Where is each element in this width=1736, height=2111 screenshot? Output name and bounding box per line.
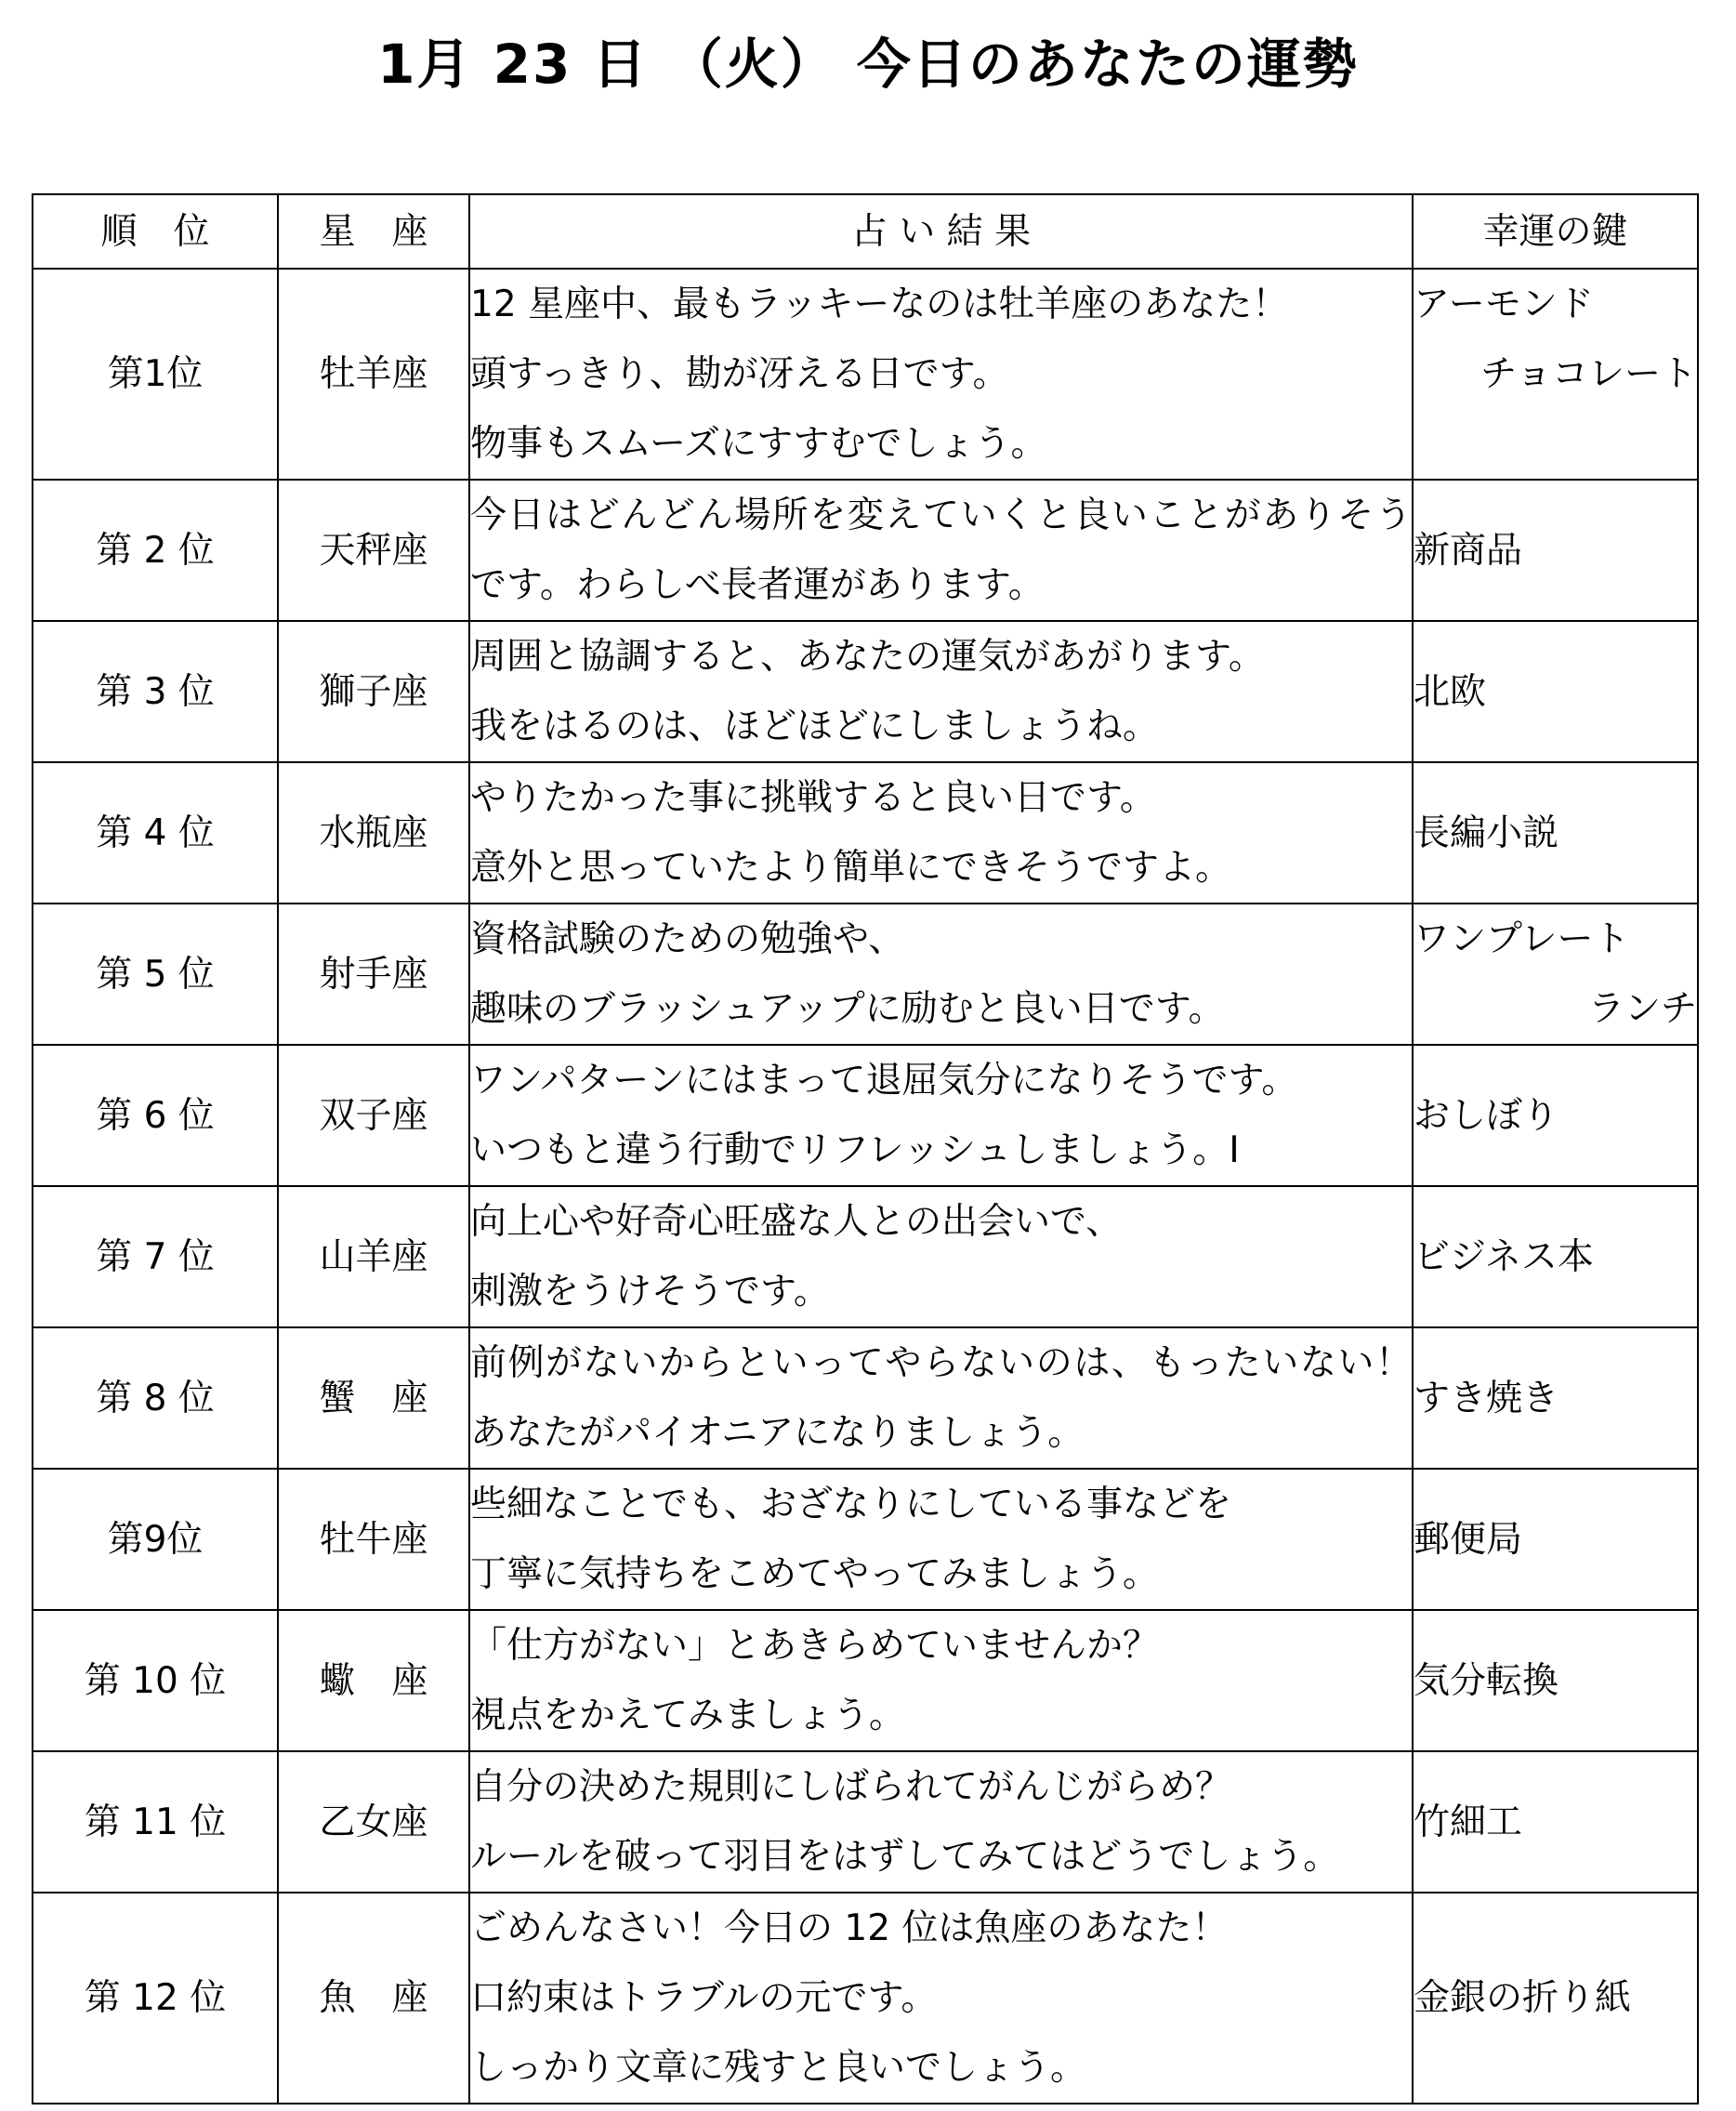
result-cell bbox=[469, 1186, 1413, 1327]
header-sign: 星 座 bbox=[278, 194, 469, 269]
table-row bbox=[33, 621, 1698, 762]
page-title: 1月 23 日 （火） 今日のあなたの運勢 bbox=[377, 33, 1359, 96]
table-row bbox=[33, 480, 1698, 621]
result-line: しっかり文章に残すと良いでしょう。 bbox=[470, 2047, 1087, 2089]
rank-cell: 第 7 位 bbox=[33, 1186, 278, 1327]
result-line: 視点をかえてみましょう。 bbox=[470, 1695, 906, 1736]
table-row bbox=[33, 1045, 1698, 1186]
result-line: 頭すっきり、勘が冴える日です。 bbox=[470, 353, 1009, 395]
key-cell bbox=[1413, 1610, 1698, 1751]
rank-cell: 第 2 位 bbox=[33, 480, 278, 621]
result-cell bbox=[469, 1045, 1413, 1186]
key-line: 竹細工 bbox=[1414, 1801, 1523, 1843]
result-cell bbox=[469, 1610, 1413, 1751]
rank-cell: 第1位 bbox=[33, 269, 278, 480]
result-line: 資格試験のための勉強や、 bbox=[470, 918, 905, 960]
rank-cell: 第 8 位 bbox=[33, 1327, 278, 1469]
key-line: ビジネス本 bbox=[1414, 1235, 1594, 1278]
result-cell bbox=[469, 480, 1413, 621]
key-line: すき焼き bbox=[1414, 1377, 1559, 1419]
rank-cell: 第 5 位 bbox=[33, 904, 278, 1045]
result-line: 物事もスムーズにすすむでしょう。 bbox=[470, 423, 1047, 465]
sign-cell: 天秤座 bbox=[278, 480, 469, 621]
table-row bbox=[33, 1469, 1698, 1610]
sign-cell: 射手座 bbox=[278, 904, 469, 1045]
key-cell bbox=[1413, 621, 1698, 762]
sign-cell: 乙女座 bbox=[278, 1751, 469, 1893]
result-line: 前例がないからといってやらないのは、もったいない！あなたがパイオニアになりましょう。 bbox=[470, 1342, 1412, 1454]
table-row bbox=[33, 1893, 1698, 2104]
key-cell bbox=[1413, 1751, 1698, 1893]
result-line: 周囲と協調すると、あなたの運気があがります。 bbox=[470, 636, 1265, 678]
table-row bbox=[33, 904, 1698, 1045]
key-cell bbox=[1413, 1893, 1698, 2104]
result-line: 丁寧に気持ちをこめてやってみましょう。 bbox=[470, 1553, 1160, 1595]
header-result: 占 い 結 果 bbox=[469, 194, 1413, 269]
result-line: ルールを破って羽目をはずしてみてはどうでしょう。 bbox=[470, 1836, 1340, 1878]
result-line: ワンパターンにはまって退屈気分になりそうです。 bbox=[470, 1060, 1298, 1102]
result-cell bbox=[469, 762, 1413, 904]
table-row bbox=[33, 1327, 1698, 1469]
table-row bbox=[33, 1186, 1698, 1327]
key-line: アーモンド bbox=[1414, 284, 1594, 325]
key-line: 北欧 bbox=[1414, 670, 1487, 713]
key-cell bbox=[1413, 1469, 1698, 1610]
result-cell bbox=[469, 1893, 1413, 2104]
fortune-table bbox=[32, 193, 1699, 2104]
sign-cell: 獅子座 bbox=[278, 621, 469, 762]
key-line: ワンプレート bbox=[1414, 918, 1630, 960]
key-cell bbox=[1413, 762, 1698, 904]
table-row bbox=[33, 269, 1698, 480]
result-line: 口約束はトラブルの元です。 bbox=[470, 1977, 938, 2019]
key-cell bbox=[1413, 904, 1698, 1045]
key-cell bbox=[1413, 269, 1698, 480]
result-line: 刺激をうけそうです。 bbox=[470, 1271, 830, 1313]
key-line: 郵便局 bbox=[1414, 1518, 1523, 1561]
key-line: ランチ bbox=[1587, 988, 1697, 1030]
sign-cell: 魚 座 bbox=[278, 1893, 469, 2104]
rank-cell: 第9位 bbox=[33, 1469, 278, 1610]
key-cell bbox=[1413, 1186, 1698, 1327]
result-line: 些細なことでも、おざなりにしている事などを bbox=[470, 1484, 1232, 1525]
result-cell bbox=[469, 1751, 1413, 1893]
result-cell bbox=[469, 1469, 1413, 1610]
rank-cell: 第 6 位 bbox=[33, 1045, 278, 1186]
result-line: 向上心や好奇心旺盛な人との出会いで、 bbox=[470, 1201, 1123, 1243]
table-row bbox=[33, 762, 1698, 904]
result-line: いつもと違う行動でリフレッシュしましょう。I bbox=[470, 1129, 1240, 1171]
rank-cell: 第 10 位 bbox=[33, 1610, 278, 1751]
sign-cell: 水瓶座 bbox=[278, 762, 469, 904]
result-line: 趣味のブラッシュアップに励むと良い日です。 bbox=[470, 988, 1225, 1030]
result-line: 自分の決めた規則にしばられてがんじがらめ？ bbox=[470, 1766, 1232, 1808]
sign-cell: 蠍 座 bbox=[278, 1610, 469, 1751]
result-line: 「仕方がない」とあきらめていませんか？ bbox=[470, 1625, 1160, 1667]
result-line: 12 星座中、最もラッキーなのは牡羊座のあなた！ bbox=[470, 284, 1289, 325]
key-line: おしぼり bbox=[1414, 1094, 1559, 1137]
result-line: 今日はどんどん場所を変えていくと良いことがありそうです。わらしべ長者運があります。 bbox=[470, 495, 1412, 606]
rank-cell: 第 12 位 bbox=[33, 1893, 278, 2104]
result-cell bbox=[469, 904, 1413, 1045]
sign-cell: 山羊座 bbox=[278, 1186, 469, 1327]
key-line: 気分転換 bbox=[1414, 1659, 1559, 1702]
result-line: 我をはるのは、ほどほどにしましょうね。 bbox=[470, 706, 1160, 747]
key-cell bbox=[1413, 1327, 1698, 1469]
key-line: 新商品 bbox=[1414, 529, 1523, 572]
result-cell bbox=[469, 621, 1413, 762]
sign-cell: 牡羊座 bbox=[278, 269, 469, 480]
key-cell bbox=[1413, 1045, 1698, 1186]
header-rank: 順 位 bbox=[33, 194, 278, 269]
table-row bbox=[33, 1610, 1698, 1751]
key-line: 金銀の折り紙 bbox=[1414, 1977, 1632, 2019]
header-key: 幸運の鍵 bbox=[1413, 194, 1698, 269]
table-header-row bbox=[33, 194, 1698, 269]
rank-cell: 第 4 位 bbox=[33, 762, 278, 904]
sign-cell: 双子座 bbox=[278, 1045, 469, 1186]
sign-cell: 蟹 座 bbox=[278, 1327, 469, 1469]
rank-cell: 第 11 位 bbox=[33, 1751, 278, 1893]
key-line: 長編小説 bbox=[1414, 811, 1559, 854]
result-line: ごめんなさい！今日の 12 位は魚座のあなた！ bbox=[470, 1907, 1229, 1949]
table-row bbox=[33, 1751, 1698, 1893]
sign-cell: 牡牛座 bbox=[278, 1469, 469, 1610]
result-line: 意外と思っていたより簡単にできそうですよ。 bbox=[470, 847, 1232, 889]
key-cell bbox=[1413, 480, 1698, 621]
result-line: やりたかった事に挑戦すると良い日です。 bbox=[470, 777, 1156, 819]
result-cell bbox=[469, 1327, 1413, 1469]
key-line: チョコレート bbox=[1480, 353, 1697, 395]
rank-cell: 第 3 位 bbox=[33, 621, 278, 762]
result-cell bbox=[469, 269, 1413, 480]
